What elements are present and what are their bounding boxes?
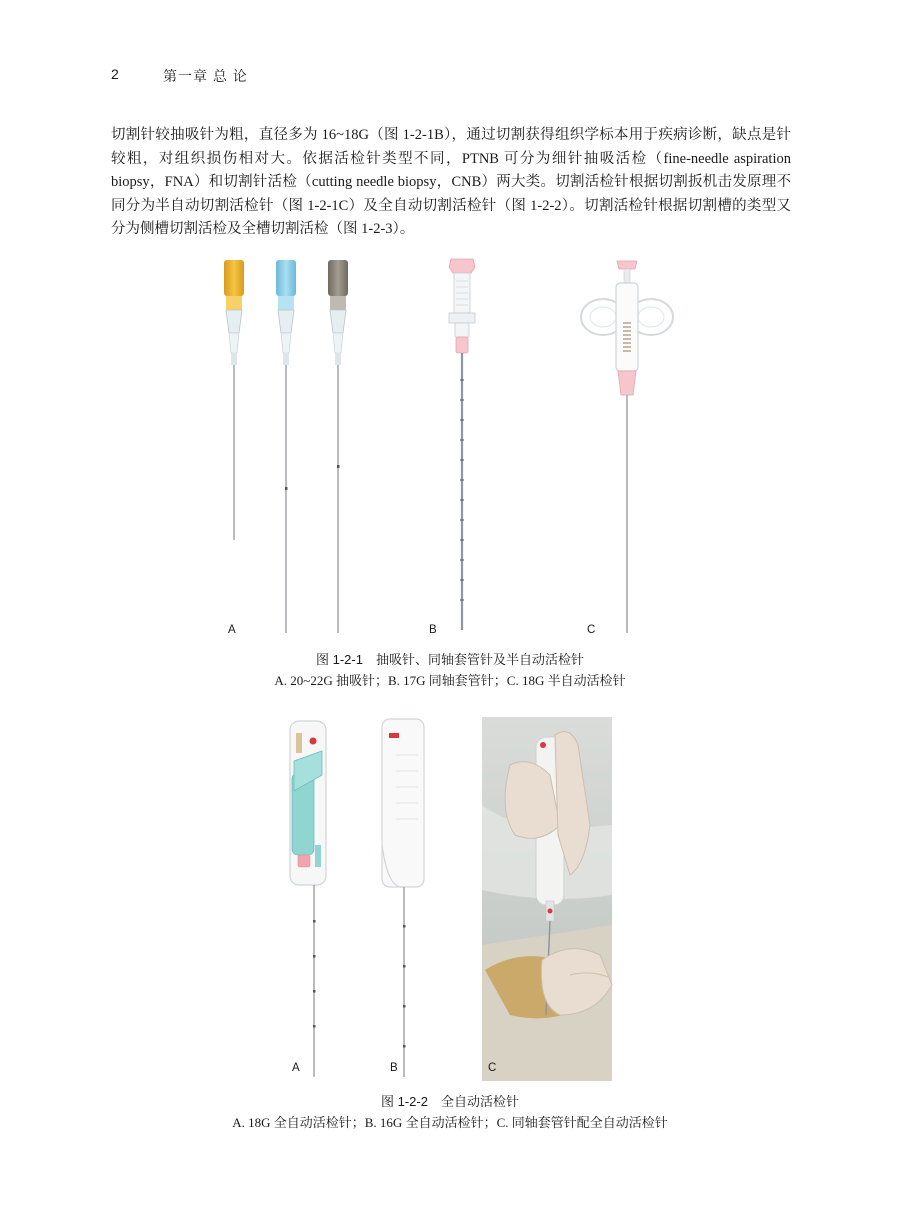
figure-1-2-1-label-b: B bbox=[429, 624, 437, 636]
figure-1-2-1-image bbox=[205, 255, 685, 640]
chapter-title: 第一章 总 论 bbox=[163, 68, 248, 84]
automatic-biopsy-gun-18g bbox=[290, 721, 326, 1077]
page-number: 2 bbox=[111, 66, 119, 82]
automatic-biopsy-gun-16g bbox=[382, 719, 424, 1077]
figure-1-2-2-image bbox=[270, 715, 615, 1083]
figure-1-2-2-label-a: A bbox=[292, 1062, 300, 1074]
aspiration-needle-blue bbox=[276, 260, 296, 633]
figure-1-2-2-label-b: B bbox=[390, 1062, 398, 1074]
body-paragraph: 切割针较抽吸针为粗，直径多为 16~18G（图 1-2-1B），通过切割获得组织学标本用于疾病诊断，缺点是针较粗，对组织损伤相对大。依据活检针类型不同，PTNB 可分为细针抽吸活检（fine-needle aspiration biopsy，FNA）和切割针活检（cutting needle biopsy，CNB）两大类。切割活检针根据切割扳机击发原理不同分为半自动切割活检针（图 1-2-1C）及全自动切割活检针（图 1-2-2）。切割活检针根据切割槽的类型又分为侧槽切割活检及全槽切割活检（图 1-2-3）。 bbox=[111, 127, 791, 237]
figure-1-2-1-subcaption: A. 20~22G 抽吸针；B. 17G 同轴套管针；C. 18G 半自动活检针 bbox=[274, 673, 626, 688]
figure-1-2-2-label-c: C bbox=[488, 1062, 497, 1074]
coaxial-needle bbox=[449, 259, 475, 630]
figure-1-2-2-subcaption: A. 18G 全自动活检针；B. 16G 全自动活检针；C. 同轴套管针配全自动活检针 bbox=[232, 1115, 668, 1130]
figure-1-2-1-label-a: A bbox=[228, 624, 236, 636]
figure-1-2-2-caption: 图 1-2-2 全自动活检针 bbox=[381, 1094, 519, 1109]
aspiration-needle-gray bbox=[328, 260, 348, 633]
figure-1-2-1-label-c: C bbox=[587, 624, 596, 636]
figure-1-2-1-caption: 图 1-2-1 抽吸针、同轴套管针及半自动活检针 bbox=[316, 652, 584, 667]
semi-automatic-biopsy-needle bbox=[581, 261, 673, 633]
coaxial-automatic-biopsy-photo bbox=[482, 717, 612, 1081]
aspiration-needle-yellow bbox=[224, 260, 244, 540]
